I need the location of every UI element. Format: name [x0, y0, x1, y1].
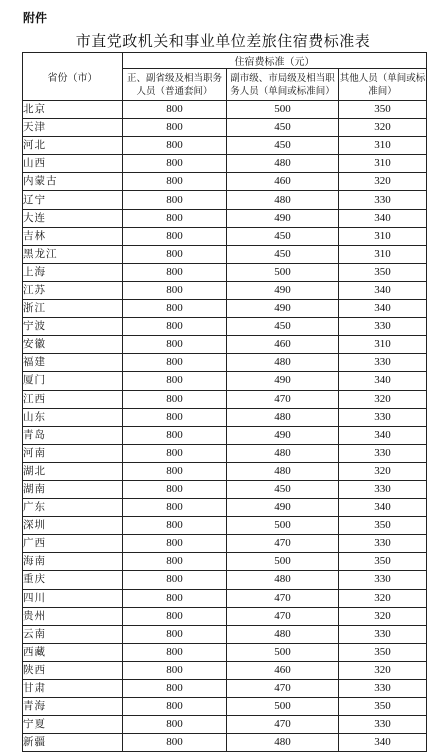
- fee-cell-other: 330: [339, 571, 427, 589]
- province-cell: 湖北: [23, 462, 123, 480]
- fee-cell-city: 470: [227, 716, 339, 734]
- fee-cell-city: 480: [227, 462, 339, 480]
- fee-cell-other: 330: [339, 625, 427, 643]
- fee-cell-city: 450: [227, 480, 339, 498]
- fee-cell-provincial: 800: [123, 553, 227, 571]
- attachment-label: 附件: [23, 11, 48, 25]
- province-cell: 云南: [23, 625, 123, 643]
- table-row: [23, 643, 427, 661]
- fee-cell-other: 330: [339, 535, 427, 553]
- table-row: [23, 499, 427, 517]
- province-cell: 厦门: [23, 372, 123, 390]
- fee-cell-provincial: 800: [123, 263, 227, 281]
- fee-cell-other: 310: [339, 245, 427, 263]
- fee-cell-other: 340: [339, 209, 427, 227]
- fee-cell-other: 340: [339, 426, 427, 444]
- header-col-other-staff: 其他人员（单间或标准间）: [339, 69, 427, 101]
- province-cell: 上海: [23, 263, 123, 281]
- fee-cell-city: 460: [227, 336, 339, 354]
- fee-cell-provincial: 800: [123, 227, 227, 245]
- fee-cell-provincial: 800: [123, 716, 227, 734]
- fee-cell-other: 340: [339, 499, 427, 517]
- province-cell: 内蒙古: [23, 173, 123, 191]
- fee-cell-city: 490: [227, 209, 339, 227]
- province-cell: 山西: [23, 155, 123, 173]
- fee-cell-other: 340: [339, 372, 427, 390]
- fee-cell-provincial: 800: [123, 535, 227, 553]
- fee-cell-provincial: 800: [123, 173, 227, 191]
- province-cell: 宁波: [23, 318, 123, 336]
- fee-cell-city: 490: [227, 372, 339, 390]
- table-row: [23, 517, 427, 535]
- table-row: [23, 625, 427, 643]
- fee-cell-other: 340: [339, 734, 427, 752]
- fee-cell-other: 350: [339, 517, 427, 535]
- table-row: [23, 390, 427, 408]
- fee-cell-city: 490: [227, 300, 339, 318]
- fee-cell-city: 450: [227, 227, 339, 245]
- fee-cell-city: 460: [227, 661, 339, 679]
- fee-cell-other: 350: [339, 263, 427, 281]
- table-row: [23, 101, 427, 119]
- province-cell: 大连: [23, 209, 123, 227]
- province-cell: 湖南: [23, 480, 123, 498]
- fee-cell-provincial: 800: [123, 354, 227, 372]
- fee-cell-city: 480: [227, 155, 339, 173]
- fee-cell-other: 320: [339, 607, 427, 625]
- fee-cell-other: 330: [339, 318, 427, 336]
- accommodation-fee-table: [22, 52, 427, 752]
- fee-cell-city: 470: [227, 390, 339, 408]
- province-cell: 海南: [23, 553, 123, 571]
- fee-cell-other: 330: [339, 444, 427, 462]
- fee-cell-other: 350: [339, 698, 427, 716]
- province-cell: 宁夏: [23, 716, 123, 734]
- province-cell: 甘肃: [23, 680, 123, 698]
- province-cell: 河南: [23, 444, 123, 462]
- fee-cell-other: 330: [339, 680, 427, 698]
- province-cell: 北京: [23, 101, 123, 119]
- fee-cell-provincial: 800: [123, 444, 227, 462]
- fee-cell-city: 480: [227, 571, 339, 589]
- fee-cell-other: 350: [339, 101, 427, 119]
- fee-cell-other: 320: [339, 589, 427, 607]
- province-cell: 山东: [23, 408, 123, 426]
- table-row: [23, 245, 427, 263]
- fee-cell-provincial: 800: [123, 318, 227, 336]
- province-cell: 广东: [23, 499, 123, 517]
- fee-cell-city: 470: [227, 680, 339, 698]
- province-cell: 浙江: [23, 300, 123, 318]
- fee-cell-other: 320: [339, 462, 427, 480]
- table-row: [23, 354, 427, 372]
- fee-cell-other: 320: [339, 119, 427, 137]
- table-row: [23, 318, 427, 336]
- fee-cell-city: 480: [227, 191, 339, 209]
- fee-cell-city: 480: [227, 354, 339, 372]
- fee-cell-other: 310: [339, 336, 427, 354]
- fee-cell-provincial: 800: [123, 517, 227, 535]
- table-row: [23, 173, 427, 191]
- province-cell: 河北: [23, 137, 123, 155]
- fee-cell-provincial: 800: [123, 661, 227, 679]
- table-row: [23, 227, 427, 245]
- fee-cell-city: 450: [227, 318, 339, 336]
- fee-cell-provincial: 800: [123, 390, 227, 408]
- province-cell: 江苏: [23, 281, 123, 299]
- table-row: [23, 300, 427, 318]
- fee-cell-other: 310: [339, 137, 427, 155]
- fee-cell-other: 330: [339, 408, 427, 426]
- fee-cell-other: 330: [339, 716, 427, 734]
- fee-cell-city: 480: [227, 408, 339, 426]
- fee-cell-provincial: 800: [123, 734, 227, 752]
- fee-cell-city: 480: [227, 444, 339, 462]
- fee-cell-provincial: 800: [123, 155, 227, 173]
- province-cell: 江西: [23, 390, 123, 408]
- fee-cell-city: 470: [227, 589, 339, 607]
- table-row: [23, 426, 427, 444]
- fee-cell-other: 310: [339, 155, 427, 173]
- fee-cell-provincial: 800: [123, 426, 227, 444]
- fee-cell-provincial: 800: [123, 607, 227, 625]
- province-cell: 深圳: [23, 517, 123, 535]
- fee-cell-provincial: 800: [123, 698, 227, 716]
- table-row: [23, 119, 427, 137]
- fee-cell-provincial: 800: [123, 209, 227, 227]
- fee-cell-other: 320: [339, 390, 427, 408]
- table-row: [23, 553, 427, 571]
- fee-cell-provincial: 800: [123, 281, 227, 299]
- province-cell: 吉林: [23, 227, 123, 245]
- fee-cell-other: 320: [339, 661, 427, 679]
- fee-cell-provincial: 800: [123, 137, 227, 155]
- province-cell: 四川: [23, 589, 123, 607]
- table-row: [23, 191, 427, 209]
- fee-cell-provincial: 800: [123, 245, 227, 263]
- fee-cell-other: 330: [339, 354, 427, 372]
- header-col-city-level: 副市级、市局级及相当职务人员（单间或标准间）: [227, 69, 339, 101]
- province-cell: 黑龙江: [23, 245, 123, 263]
- fee-cell-city: 490: [227, 426, 339, 444]
- fee-cell-other: 350: [339, 553, 427, 571]
- table-row: [23, 137, 427, 155]
- province-cell: 重庆: [23, 571, 123, 589]
- province-cell: 广西: [23, 535, 123, 553]
- fee-cell-city: 500: [227, 263, 339, 281]
- province-cell: 新疆: [23, 734, 123, 752]
- table-row: [23, 281, 427, 299]
- fee-cell-provincial: 800: [123, 101, 227, 119]
- fee-cell-city: 490: [227, 281, 339, 299]
- fee-cell-city: 480: [227, 625, 339, 643]
- table-row: [23, 155, 427, 173]
- fee-cell-city: 490: [227, 499, 339, 517]
- fee-cell-provincial: 800: [123, 191, 227, 209]
- fee-cell-other: 310: [339, 227, 427, 245]
- province-cell: 福建: [23, 354, 123, 372]
- province-cell: 陕西: [23, 661, 123, 679]
- province-cell: 天津: [23, 119, 123, 137]
- table-row: [23, 680, 427, 698]
- fee-cell-provincial: 800: [123, 499, 227, 517]
- fee-cell-provincial: 800: [123, 480, 227, 498]
- table-row: [23, 716, 427, 734]
- table-row: [23, 336, 427, 354]
- fee-cell-city: 500: [227, 553, 339, 571]
- province-cell: 贵州: [23, 607, 123, 625]
- table-row: [23, 661, 427, 679]
- table-row: [23, 480, 427, 498]
- fee-cell-city: 460: [227, 173, 339, 191]
- fee-cell-city: 470: [227, 535, 339, 553]
- fee-cell-city: 500: [227, 698, 339, 716]
- fee-cell-other: 340: [339, 281, 427, 299]
- fee-cell-city: 450: [227, 137, 339, 155]
- fee-cell-other: 320: [339, 173, 427, 191]
- fee-cell-other: 340: [339, 300, 427, 318]
- fee-cell-city: 500: [227, 517, 339, 535]
- fee-cell-provincial: 800: [123, 589, 227, 607]
- province-cell: 西藏: [23, 643, 123, 661]
- fee-cell-provincial: 800: [123, 571, 227, 589]
- province-cell: 青岛: [23, 426, 123, 444]
- fee-cell-provincial: 800: [123, 336, 227, 354]
- fee-cell-city: 500: [227, 101, 339, 119]
- fee-cell-other: 350: [339, 643, 427, 661]
- header-province: 省份（市）: [23, 53, 123, 101]
- table-row: [23, 462, 427, 480]
- fee-cell-provincial: 800: [123, 372, 227, 390]
- fee-cell-provincial: 800: [123, 680, 227, 698]
- fee-cell-provincial: 800: [123, 119, 227, 137]
- fee-cell-city: 450: [227, 119, 339, 137]
- fee-cell-other: 330: [339, 480, 427, 498]
- table-row: [23, 209, 427, 227]
- fee-cell-provincial: 800: [123, 300, 227, 318]
- fee-cell-city: 480: [227, 734, 339, 752]
- fee-cell-provincial: 800: [123, 625, 227, 643]
- fee-cell-provincial: 800: [123, 408, 227, 426]
- table-row: [23, 263, 427, 281]
- header-col-provincial-level: 正、副省级及相当职务人员（普通套间）: [123, 69, 227, 101]
- table-row: [23, 535, 427, 553]
- table-row: [23, 607, 427, 625]
- province-cell: 青海: [23, 698, 123, 716]
- document-title: 市直党政机关和事业单位差旅住宿费标准表: [75, 32, 371, 50]
- table-row: [23, 444, 427, 462]
- table-row: [23, 571, 427, 589]
- table-row: [23, 698, 427, 716]
- province-cell: 辽宁: [23, 191, 123, 209]
- header-fee-group: 住宿费标准（元）: [123, 53, 427, 69]
- fee-cell-city: 450: [227, 245, 339, 263]
- table-row: [23, 589, 427, 607]
- fee-cell-city: 500: [227, 643, 339, 661]
- table-row: [23, 408, 427, 426]
- table-row: [23, 372, 427, 390]
- fee-cell-provincial: 800: [123, 643, 227, 661]
- fee-cell-city: 470: [227, 607, 339, 625]
- province-cell: 安徽: [23, 336, 123, 354]
- fee-cell-provincial: 800: [123, 462, 227, 480]
- table-row: [23, 734, 427, 752]
- fee-cell-other: 330: [339, 191, 427, 209]
